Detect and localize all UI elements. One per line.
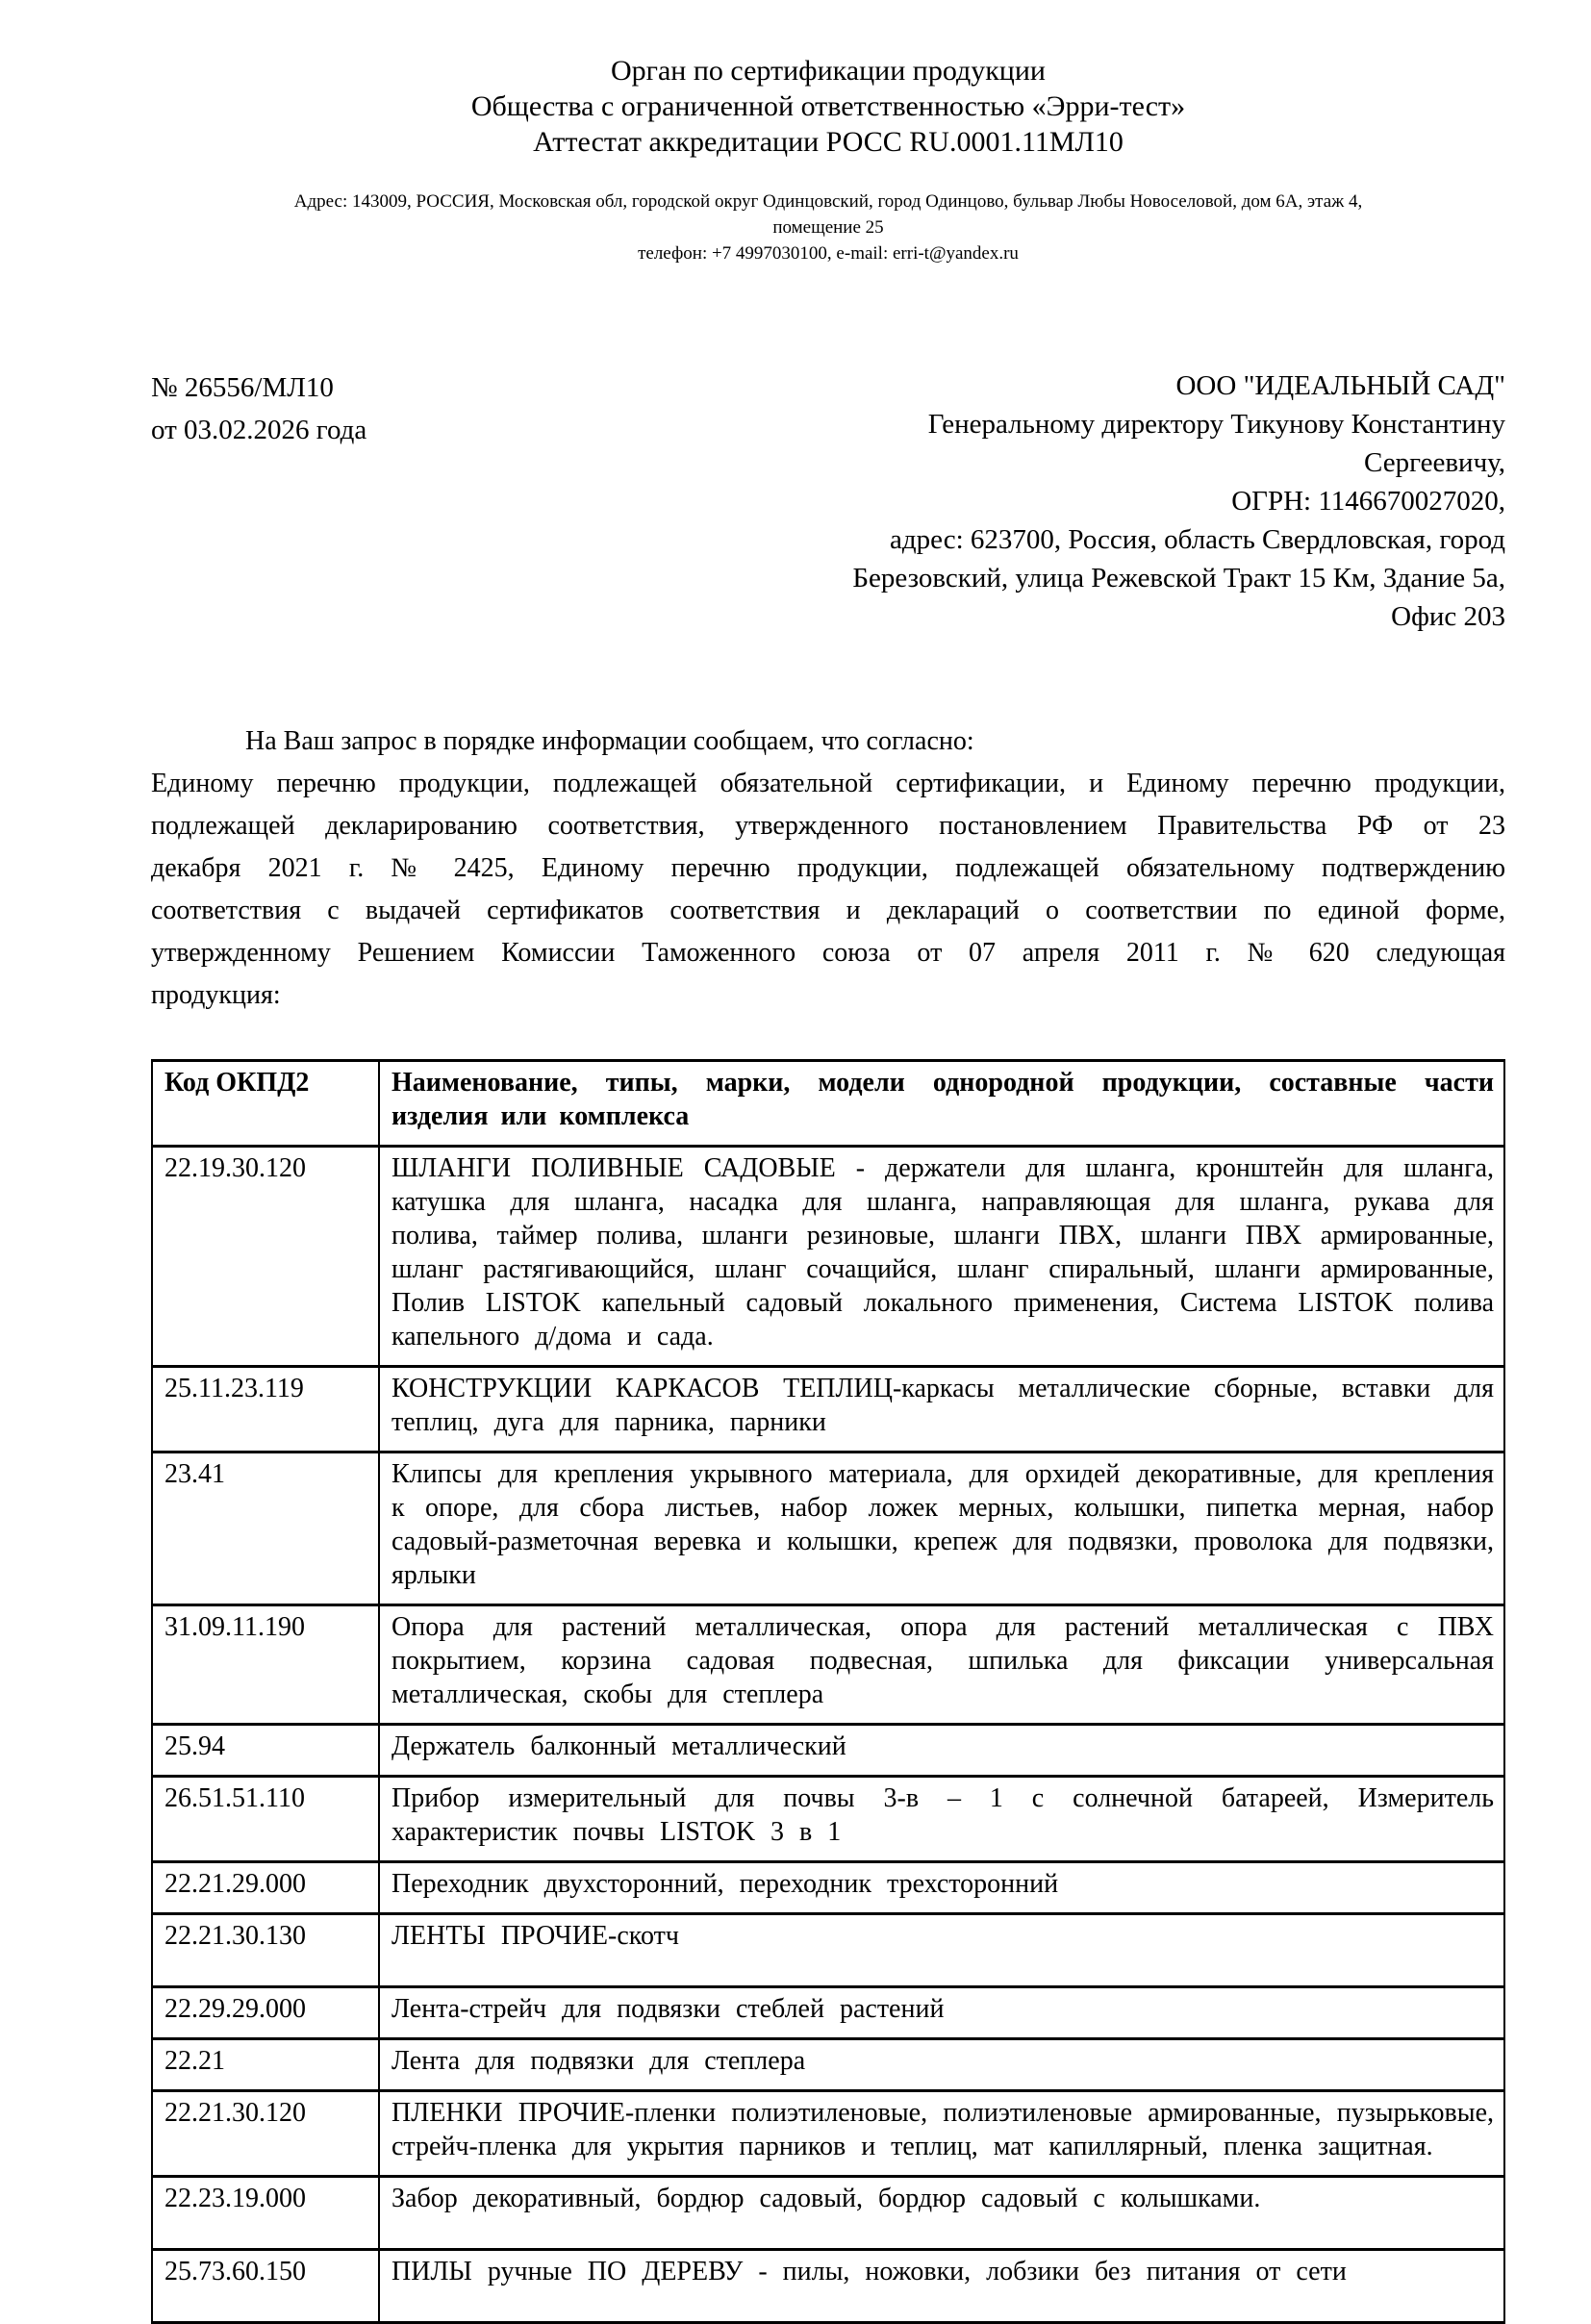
okpd2-code: 25.73.60.150 xyxy=(152,2250,379,2323)
recipient-ogrn: ОГРН: 1146670027020, xyxy=(1231,486,1505,517)
letter-body xyxy=(151,720,1505,1017)
product-description: КОНСТРУКЦИИ КАРКАСОВ ТЕПЛИЦ-каркасы металлические сборные, вставки для теплиц, дуга для парника, парники xyxy=(379,1367,1504,1452)
table-row xyxy=(152,2039,1504,2091)
product-description: Клипсы для крепления укрывного материала, для орхидей декоративные, для крепления к опоре, для сбора листьев, набор ложек мерных, колышки, пипетка мерная, набор садовый-разметочная веревка и колышки, крепеж для подвязки, проволока для подвязки, ярлыки xyxy=(379,1452,1504,1605)
recipient-block xyxy=(582,366,1505,636)
okpd2-code: 25.94 xyxy=(152,1725,379,1777)
okpd2-code: 25.11.23.119 xyxy=(152,1367,379,1452)
table-row xyxy=(152,1147,1504,1367)
okpd2-code: 22.19.30.120 xyxy=(152,1147,379,1367)
table-row xyxy=(152,1777,1504,1862)
table-row xyxy=(152,2177,1504,2250)
letter-date: от 03.02.2026 года xyxy=(151,415,367,445)
org-address-line1: Адрес: 143009, РОССИЯ, Московская обл, городской округ Одинцовский, город Одинцово, бульвар Любы Новоселовой, дом 6А, этаж 4, xyxy=(293,191,1363,212)
product-description: Лента для подвязки для степлера xyxy=(379,2039,1504,2091)
table-row xyxy=(152,2250,1504,2323)
org-header xyxy=(151,53,1505,266)
product-description: Прибор измерительный для почвы 3-в – 1 с солнечной батареей, Измеритель характеристик почвы LISTOK 3 в 1 xyxy=(379,1777,1504,1862)
okpd2-code: 22.21 xyxy=(152,2039,379,2091)
column-header-code: Код ОКПД2 xyxy=(152,1061,379,1147)
table-header-row xyxy=(152,1061,1504,1147)
table-row xyxy=(152,1725,1504,1777)
letter-number: № 26556/МЛ10 xyxy=(151,372,334,403)
okpd2-code: 31.09.11.190 xyxy=(152,1605,379,1725)
okpd2-code: 22.21.30.130 xyxy=(152,1914,379,1987)
recipient-office: Офис 203 xyxy=(1391,601,1505,632)
reference-block xyxy=(151,366,366,451)
reference-recipient-row xyxy=(151,366,1505,636)
table-row xyxy=(152,1452,1504,1605)
org-address-line2: помещение 25 xyxy=(772,217,884,238)
recipient-line: Генеральному директору Тикунову Константину xyxy=(927,409,1505,440)
org-contact: телефон: +7 4997030100, e-mail: erri-t@yandex.ru xyxy=(638,243,1019,264)
product-description: Переходник двухсторонний, переходник трехсторонний xyxy=(379,1862,1504,1914)
product-description: ШЛАНГИ ПОЛИВНЫЕ САДОВЫЕ - держатели для шланга, кронштейн для шланга, катушка для шланга, насадка для шланга, направляющая для шланга, рукава для полива, таймер полива, шланги резиновые, шланги ПВХ, шланги ПВХ армированные, шланг растягивающийся, шланг сочащийся, шланг спиральный, шланги армированные, Полив LISTOK капельный садовый локального применения, Система LISTOK полива капельного д/дома и сада. xyxy=(379,1147,1504,1367)
okpd2-code: 26.51.51.110 xyxy=(152,1777,379,1862)
accreditation-certificate: Аттестат аккредитации РОСС RU.0001.11МЛ10 xyxy=(533,126,1124,158)
product-description: Опора для растений металлическая, опора для растений металлическая с ПВХ покрытием, корзина садовая подвесная, шпилька для фиксации универсальная металлическая, скобы для степлера xyxy=(379,1605,1504,1725)
table-row xyxy=(152,1914,1504,1987)
recipient-address-line: Березовский, улица Режевской Тракт 15 Км, Здание 5а, xyxy=(852,563,1505,594)
table-row xyxy=(152,1605,1504,1725)
okpd2-code: 23.41 xyxy=(152,1452,379,1605)
recipient-address-line: адрес: 623700, Россия, область Свердловская, город xyxy=(890,524,1505,555)
table-row xyxy=(152,1367,1504,1452)
intro-sentence: На Ваш запрос в порядке информации сообщаем, что согласно: xyxy=(245,726,974,756)
product-description: Забор декоративный, бордюр садовый, бордюр садовый с колышками. xyxy=(379,2177,1504,2250)
product-description: ЛЕНТЫ ПРОЧИЕ-скотч xyxy=(379,1914,1504,1987)
table-row xyxy=(152,1987,1504,2039)
org-name-line1: Орган по сертификации продукции xyxy=(611,55,1046,87)
product-description: Лента-стрейч для подвязки стеблей растений xyxy=(379,1987,1504,2039)
okpd2-code: 22.21.29.000 xyxy=(152,1862,379,1914)
org-address-block xyxy=(151,189,1505,266)
recipient-company: ООО "ИДЕАЛЬНЫЙ САД" xyxy=(1175,370,1505,401)
org-name-line2: Общества с ограниченной ответственностью «Эрри-тест» xyxy=(470,90,1186,122)
okpd2-code: 22.21.30.120 xyxy=(152,2091,379,2177)
main-paragraph: Единому перечню продукции, подлежащей обязательной сертификации, и Единому перечню продукции, подлежащей декларированию соответствия, утвержденного постановлением Правительства РФ от 23 декабря 2021 г. № 2425, Единому перечню продукции, подлежащей обязательному подтверждению соответствия с выдачей сертификатов соответствия и деклараций о соответствии по единой форме, утвержденному Решением Комиссии Таможенного союза от 07 апреля 2011 г. № 620 следующая продукция: xyxy=(151,769,1505,1010)
okpd2-code: 22.29.29.000 xyxy=(152,1987,379,2039)
product-description: ПИЛЫ ручные ПО ДЕРЕВУ - пилы, ножовки, лобзики без питания от сети xyxy=(379,2250,1504,2323)
okpd2-code: 22.23.19.000 xyxy=(152,2177,379,2250)
table-row xyxy=(152,1862,1504,1914)
table-row xyxy=(152,2091,1504,2177)
product-description: Держатель балконный металлический xyxy=(379,1725,1504,1777)
column-header-name: Наименование, типы, марки, модели однородной продукции, составные части изделия или комплекса xyxy=(379,1061,1504,1147)
products-table xyxy=(151,1059,1505,2324)
recipient-line: Сергеевичу, xyxy=(1364,447,1505,478)
product-description: ПЛЕНКИ ПРОЧИЕ-пленки полиэтиленовые, полиэтиленовые армированные, пузырьковые, стрейч-пленка для укрытия парников и теплиц, мат капиллярный, пленка защитная. xyxy=(379,2091,1504,2177)
